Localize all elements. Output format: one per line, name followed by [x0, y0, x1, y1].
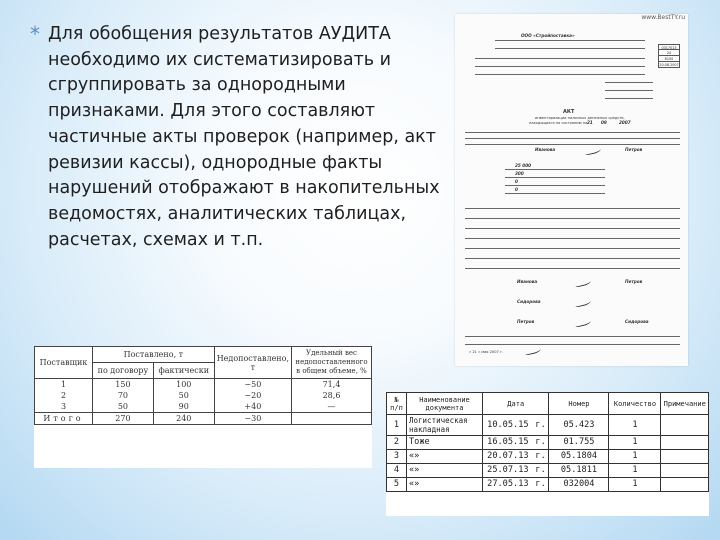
table-row: 2 Тоже 16.05.15 г. 01.755 1 — [387, 436, 709, 450]
watermark: www.BestTY.ru — [641, 14, 685, 21]
suppliers-table — [34, 346, 372, 468]
signer-name: Петров — [517, 319, 535, 324]
col-shortfall: Недопоставлено, т — [214, 347, 291, 379]
signer-name: Иванова — [517, 279, 538, 284]
bullet-mark: * — [30, 22, 40, 46]
documents-register-table — [386, 392, 709, 516]
table-row: 2 70 50 −20 28,6 — [35, 390, 372, 401]
col-name: Наименование документа — [407, 393, 483, 415]
act-subtitle: инвентаризации наличных денежных средств, — [535, 116, 625, 120]
act-title: АКТ — [563, 109, 575, 115]
signer-name: Петров — [625, 279, 643, 284]
col-note: Примечание — [661, 393, 709, 415]
cash-amount: 300 — [515, 171, 524, 176]
slide-body-text — [30, 22, 450, 253]
act-document-scan — [455, 14, 688, 366]
col-actual: фактически — [153, 363, 214, 379]
col-by-contract: по договору — [93, 363, 154, 379]
cash-amount: 25 000 — [515, 163, 532, 168]
person-cashier: Иванова — [535, 147, 556, 152]
act-subtitle-date-prefix: находящихся по состоянию на — [529, 121, 588, 125]
act-date-day: 21 — [587, 120, 593, 125]
act-footer-date: « 21 » мая 2007 г. — [469, 350, 503, 354]
cash-amount: 0 — [515, 187, 518, 192]
organization-name: ООО «Стройпоставка» — [521, 33, 575, 38]
table-row: 5 «» 27.05.13 г. 032004 1 — [387, 478, 709, 492]
table-row: 1 150 100 −50 71,4 — [35, 379, 372, 391]
signer-name: Сидорова — [625, 319, 649, 324]
col-supplied: Поставлено, т — [93, 347, 215, 363]
total-row: Итого 270 240 −30 — [35, 413, 372, 425]
act-date-year: 2007 — [619, 120, 631, 125]
col-num: № п/п — [387, 393, 407, 415]
col-share: Удельный вес недопоставленного в общем объеме, % — [292, 347, 372, 379]
table-row: 3 50 90 +40 — — [35, 401, 372, 413]
signer-name: Сидорова — [517, 299, 541, 304]
code-cell: 0317013 — [658, 44, 680, 50]
cash-amount: 0 — [515, 179, 518, 184]
col-qty: Количество — [609, 393, 661, 415]
table-row: 4 «» 25.07.13 г. 05.1811 1 — [387, 464, 709, 478]
table-row: 1 Логистическая накладная 10.05.15 г. 05.423 1 — [387, 415, 709, 436]
col-supplier: Поставщик — [35, 347, 93, 379]
col-number: Номер — [549, 393, 609, 415]
col-date: Дата — [483, 393, 549, 415]
code-cell: 8100 — [658, 56, 680, 62]
slide-paragraph: Для обобщения результатов АУДИТА необходимо их систематизировать и сгруппировать за однородными признаками. Для этого составляют частичные акты проверок (например, акт ревизии кассы), однородные факты нарушений отображают в накопительных ведомостях, аналитических таблицах, расчетах, схемах и т.п. — [48, 24, 440, 250]
act-date-month: 09 — [601, 120, 607, 125]
code-cell: 24 — [658, 50, 680, 56]
codes-box — [658, 44, 680, 68]
code-cell: 20.08.2007 — [659, 63, 679, 67]
person-auditor: Петров — [625, 147, 643, 152]
table-row: 3 «» 20.07.13 г. 05.1804 1 — [387, 450, 709, 464]
